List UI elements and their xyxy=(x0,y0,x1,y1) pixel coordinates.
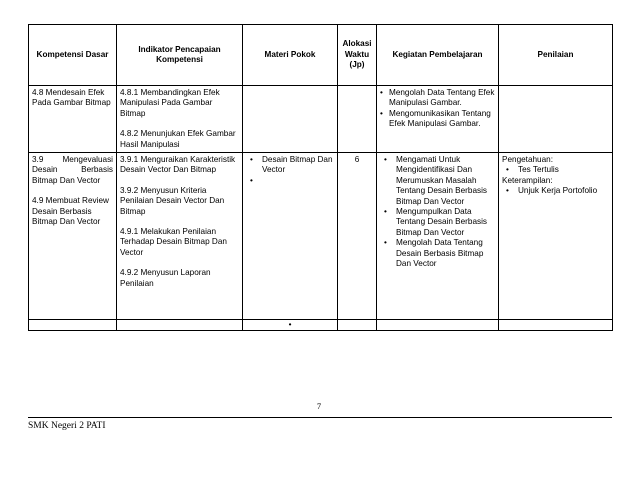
cell-indikator xyxy=(117,153,243,320)
cell-indikator xyxy=(117,320,243,331)
table-row xyxy=(29,153,613,320)
footer-divider xyxy=(28,417,612,418)
cell-materi xyxy=(243,86,338,153)
cell-materi xyxy=(243,153,338,320)
materi-list xyxy=(246,155,334,176)
indikator-item: 4.9.1 Melakukan Penilaian Terhadap Desain Bitmap Dan Vector xyxy=(120,227,227,257)
cell-kegiatan xyxy=(377,153,499,320)
footer-school-name: SMK Negeri 2 PATI xyxy=(28,421,106,431)
cell-penilaian xyxy=(499,153,613,320)
penilaian-list xyxy=(502,186,609,196)
header-kompetensi-dasar: Kompetensi Dasar xyxy=(29,25,117,86)
bullet-marker: • xyxy=(288,320,292,330)
indikator-item: 4.8.1 Membandingkan Efek Manipulasi Pada Gambar Bitmap xyxy=(120,88,220,118)
indikator-item: 4.8.2 Menunjukan Efek Gambar Hasil Manipulasi xyxy=(120,129,236,149)
alokasi-value: 6 xyxy=(354,155,360,165)
table-row xyxy=(29,320,613,331)
header-alokasi-waktu: Alokasi Waktu (Jp) xyxy=(338,25,377,86)
kegiatan-item: • Mengumpulkan Data Tentang Desain Berbasis Bitmap Dan Vector xyxy=(380,207,495,238)
kd-text: 4.9 Membuat Review Desain Berbasis Bitmap Dan Vector xyxy=(32,196,109,227)
cell-indikator xyxy=(117,86,243,153)
cell-alokasi xyxy=(338,320,377,331)
kd-text: 4.8 Mendesain Efek Pada Gambar Bitmap xyxy=(32,88,111,108)
kegiatan-item: • Mengamati Untuk Mengidentifikasi Dan Merumuskan Masalah Tentang Desain Berbasis Bitmap Dan Vector xyxy=(380,155,495,207)
penilaian-label: Pengetahuan: xyxy=(502,155,553,165)
lesson-plan-table xyxy=(28,24,613,331)
header-kegiatan: Kegiatan Pembelajaran xyxy=(377,25,499,86)
kegiatan-item: • Mengolah Data Tentang Efek Manipulasi Gambar. xyxy=(380,88,495,109)
table-header-row xyxy=(29,25,613,86)
kegiatan-item: • Mengomunikasikan Tentang Efek Manipulasi Gambar. xyxy=(380,109,495,130)
cell-kd xyxy=(29,153,117,320)
kegiatan-list xyxy=(380,155,495,269)
header-materi-pokok: Materi Pokok xyxy=(243,25,338,86)
cell-penilaian xyxy=(499,320,613,331)
page-number: 7 xyxy=(316,401,322,411)
header-penilaian: Penilaian xyxy=(499,25,613,86)
header-indikator: Indikator Pencapaian Kompetensi xyxy=(117,25,243,86)
indikator-item: 3.9.2 Menyusun Kriteria Penilaian Desain Vector Dan Bitmap xyxy=(120,185,225,216)
penilaian-item: • Tes Tertulis xyxy=(502,165,609,175)
cell-materi xyxy=(243,320,338,331)
penilaian-list xyxy=(502,165,609,175)
cell-penilaian xyxy=(499,86,613,153)
cell-kd xyxy=(29,320,117,331)
cell-kegiatan xyxy=(377,86,499,153)
cell-alokasi xyxy=(338,86,377,153)
indikator-item: 3.9.1 Menguraikan Karakteristik Desain Vector Dan Bitmap xyxy=(120,155,236,175)
table-row xyxy=(29,86,613,153)
penilaian-label: Keterampilan: xyxy=(502,175,553,185)
penilaian-item: • Unjuk Kerja Portofolio xyxy=(502,186,609,196)
indikator-item: 4.9.2 Menyusun Laporan Penilaian xyxy=(120,268,211,288)
cell-alokasi xyxy=(338,153,377,320)
materi-item: • Desain Bitmap Dan Vector xyxy=(246,155,334,176)
kegiatan-item: • Mengolah Data Tentang Desain Berbasis Bitmap Dan Vector xyxy=(380,238,495,269)
kd-text: 3.9 Mengevaluasi Desain Berbasis Bitmap Dan Vector xyxy=(32,155,113,185)
cell-kegiatan xyxy=(377,320,499,331)
kegiatan-list xyxy=(380,88,495,130)
cell-kd xyxy=(29,86,117,153)
